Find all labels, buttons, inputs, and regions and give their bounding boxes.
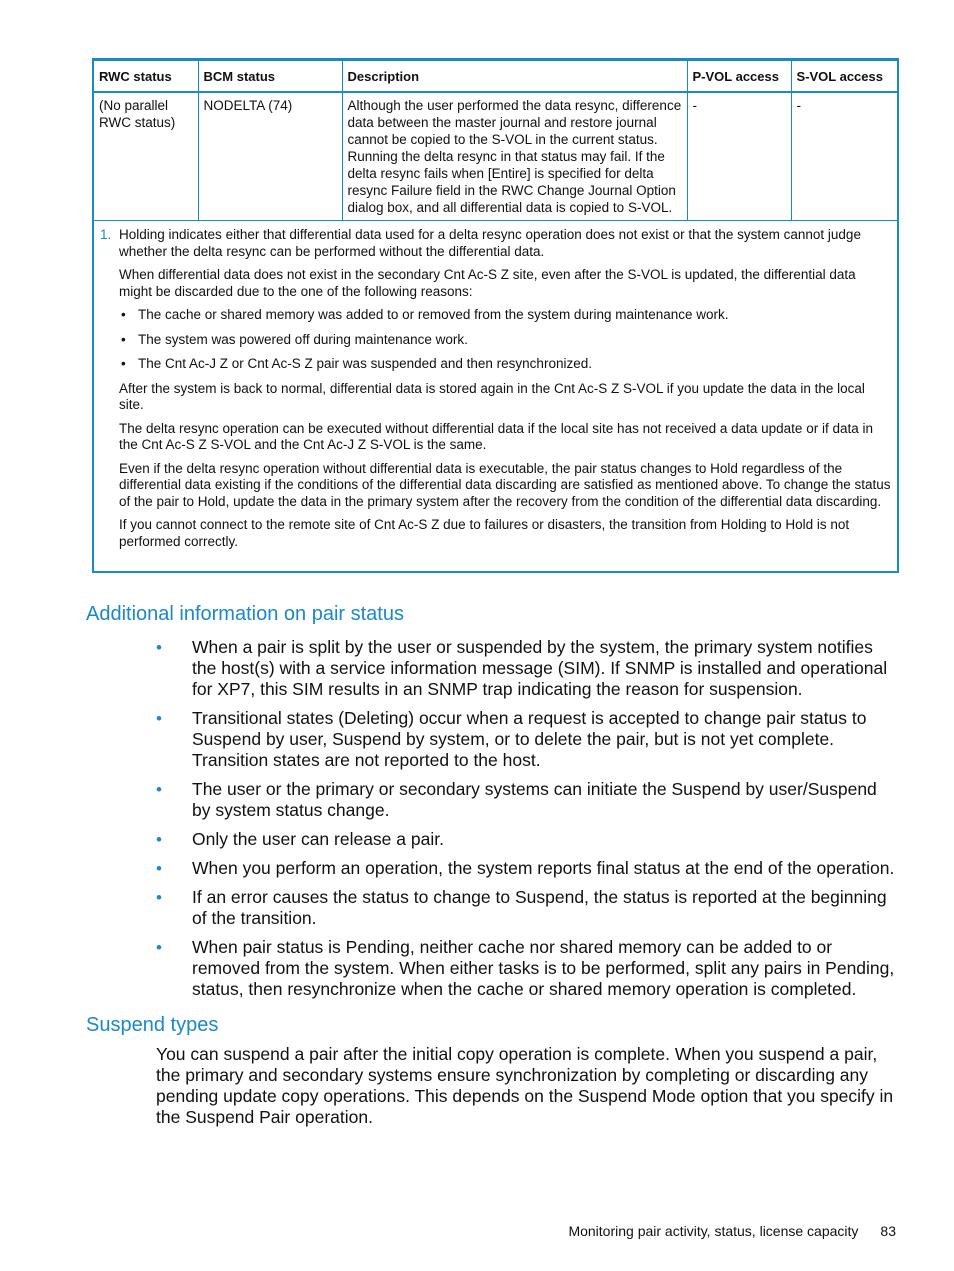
page-number: 83 — [880, 1223, 896, 1239]
footnote-paragraph: If you cannot connect to the remote site of Cnt Ac-S Z due to failures or disasters, the transition from Holding to Hold is not performed correctly. — [119, 517, 850, 549]
list-item: • Transitional states (Deleting) occur when a request is accepted to change pair status to Suspend by user, Suspend by system, or to delete the pair, but is not yet complete. Transition states are not reported to the host. — [156, 708, 898, 771]
list-item: • When pair status is Pending, neither cache nor shared memory can be added to or removed from the system. When either tasks is to be performed, split any pairs in Pending, status, then resynchronize when the cache or shared memory operation is completed. — [156, 937, 898, 1000]
list-item: • The Cnt Ac-J Z or Cnt Ac-S Z pair was suspended and then resynchronized. — [119, 356, 891, 373]
footnote-body — [119, 227, 891, 557]
suspend-types-paragraph: You can suspend a pair after the initial copy operation is complete. When you suspend a pair, the primary and secondary systems ensure synchronization by completing or discarding any pending update copy operations. This depends on the Suspend Mode option that you specify in the Suspend Pair operation. — [156, 1044, 894, 1127]
cell-pvol-access: - — [687, 92, 791, 221]
bcm-status-table — [92, 58, 899, 573]
table-footnote-cell — [93, 221, 898, 573]
table-header-row — [93, 60, 898, 93]
section-heading-pair-status: Additional information on pair status — [86, 603, 404, 625]
table-row — [93, 92, 898, 221]
cell-svol-access: - — [791, 92, 898, 221]
footnote — [100, 227, 891, 557]
section-heading-suspend-types: Suspend types — [86, 1014, 219, 1036]
cell-bcm-status: NODELTA (74) — [198, 92, 342, 221]
column-header-bcm-status: BCM status — [198, 60, 342, 93]
list-item: • The cache or shared memory was added to or removed from the system during maintenance work. — [119, 307, 891, 324]
footnote-reasons-list — [119, 307, 891, 373]
footnote-paragraph: After the system is back to normal, differential data is stored again in the Cnt Ac-S Z S-VOL if you update the data in the local site. — [119, 380, 865, 412]
footnote-number: 1. — [100, 227, 112, 242]
list-item: • The system was powered off during maintenance work. — [119, 332, 891, 349]
list-item: • When a pair is split by the user or suspended by the system, the primary system notifies the host(s) with a service information message (SIM). If SNMP is installed and operational for XP7, this SIM results in an SNMP trap indicating the reason for suspension. — [156, 637, 898, 700]
list-item: • When you perform an operation, the system reports final status at the end of the operation. — [156, 858, 898, 879]
pair-status-bullet-list — [156, 637, 898, 1008]
footnote-paragraph: The delta resync operation can be executed without differential data if the local site has not received a data update or if data in the Cnt Ac-S Z S-VOL and the Cnt Ac-J Z S-VOL is the same. — [119, 420, 873, 452]
footnote-intro: Holding indicates either that differential data used for a delta resync operation does not exist or that the system cannot judge whether the delta resync can be performed without the differential data. — [119, 227, 861, 259]
cell-description: Although the user performed the data resync, difference data between the master journal and restore journal cannot be copied to the S-VOL in the current status. Running the delta resync in that status may fail. If the delta resync fails when [Entire] is specified for delta resync Failure field in the RWC Change Journal Option dialog box, and all differential data is copied to S-VOL. — [342, 92, 687, 221]
column-header-description: Description — [342, 60, 687, 93]
table-footnote-row — [93, 221, 898, 573]
list-item: • If an error causes the status to change to Suspend, the status is reported at the beginning of the transition. — [156, 887, 898, 929]
footnote-paragraph: When differential data does not exist in the secondary Cnt Ac-S Z site, even after the S-VOL is updated, the differential data might be discarded due to the one of the following reasons: — [119, 267, 856, 299]
footnote-paragraph: Even if the delta resync operation without differential data is executable, the pair status changes to Hold regardless of the differential data existing if the conditions of the differential data discarding are satisfied as mentioned above. To change the status of the pair to Hold, update the data in the primary system after the recovery from the condition of the differential data discarding. — [119, 460, 891, 509]
list-item: • The user or the primary or secondary systems can initiate the Suspend by user/Suspend by system status change. — [156, 779, 898, 821]
footer-title: Monitoring pair activity, status, license capacity — [568, 1223, 859, 1239]
list-item: • Only the user can release a pair. — [156, 829, 898, 850]
cell-rwc-status: (No parallel RWC status) — [93, 92, 198, 221]
page-footer — [568, 1223, 896, 1239]
column-header-rwc-status: RWC status — [93, 60, 198, 93]
column-header-svol-access: S-VOL access — [791, 60, 898, 93]
column-header-pvol-access: P-VOL access — [687, 60, 791, 93]
